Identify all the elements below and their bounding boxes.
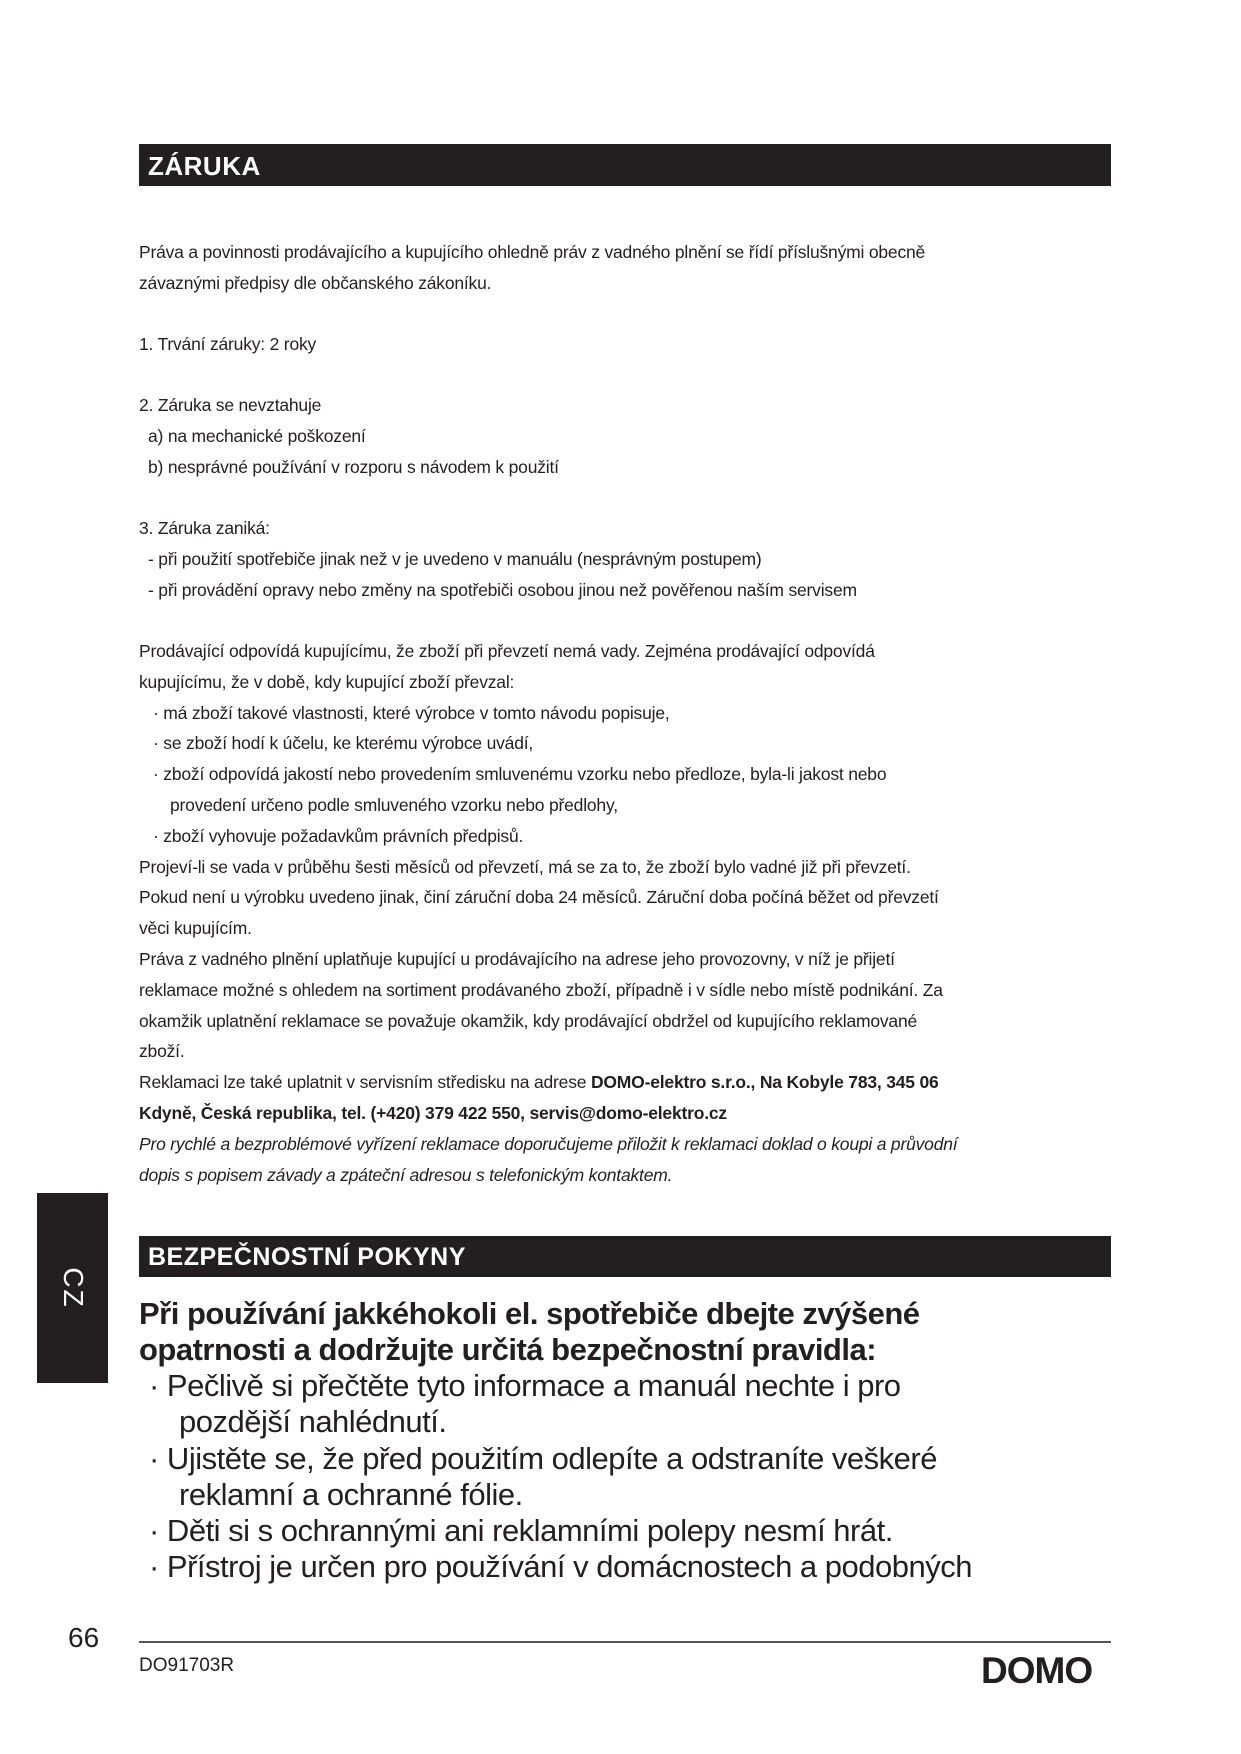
- text-line: b) nesprávné používání v rozporu s návodem k použití: [148, 456, 559, 477]
- bullet-item-continuation: provedení určeno podle smluveného vzorku nebo předlohy,: [170, 794, 618, 815]
- warranty-item-3: [139, 513, 1139, 605]
- text-line: Prodávající odpovídá kupujícímu, že zboží při převzetí nemá vady. Zejména prodávající odpovídá: [139, 641, 875, 661]
- text-line: Pokud není u výrobku uvedeno jinak, činí záruční doba 24 měsíců. Záruční doba počíná běžet od převzetí: [139, 887, 939, 908]
- text-line: Projeví-li se vada v průběhu šesti měsíců od převzetí, má se za to, že zboží bylo vadné již při převzetí.: [139, 856, 911, 877]
- service-address-line: [139, 1067, 1139, 1098]
- text-line: Práva a povinnosti prodávajícího a kupujícího ohledně práv z vadného plnění se řídí příslušnými obecně: [139, 242, 926, 262]
- text-line: 1. Trvání záruky: 2 roky: [139, 334, 317, 354]
- safety-title: BEZPEČNOSTNÍ POKYNY: [148, 1243, 466, 1271]
- service-address: DOMO-elektro s.r.o., Na Kobyle 783, 345 06: [590, 1072, 939, 1093]
- safety-bullet: · Přístroj je určen pro používání v domácnostech a podobných: [149, 1549, 972, 1585]
- text-line: Práva z vadného plnění uplatňuje kupující u prodávajícího na adrese jeho provozovny, v níž je přijetí: [139, 948, 895, 969]
- warranty-item-1: [139, 329, 1139, 360]
- section-header-safety: [139, 1236, 1111, 1277]
- bullet-item: · zboží vyhovuje požadavkům právních předpisů.: [153, 825, 524, 846]
- text-line: věci kupujícím.: [139, 918, 252, 939]
- text-line: - při použití spotřebiče jinak než v je uvedeno v manuálu (nesprávným postupem): [148, 548, 762, 569]
- safety-bullet-continuation: pozdější nahlédnutí.: [179, 1404, 447, 1440]
- bullet-item: · má zboží takové vlastnosti, které výrobce v tomto návodu popisuje,: [153, 702, 670, 723]
- text-line: - při provádění opravy nebo změny na spotřebiči osobou jinou než pověřenou naším servisem: [148, 579, 857, 600]
- domo-logo: DOMO: [981, 1650, 1093, 1691]
- safety-heading-line: opatrnosti a dodržujte určitá bezpečnostní pravidla:: [139, 1332, 877, 1367]
- language-label: CZ: [57, 1267, 89, 1309]
- text-line: reklamace možné s ohledem na sortiment prodávaného zboží, případně i v sídle nebo místě podnikání. Za: [139, 979, 943, 1000]
- text-line: zboží.: [139, 1041, 185, 1062]
- text-line: a) na mechanické poškození: [148, 425, 366, 446]
- seller-liability: [139, 636, 1139, 1190]
- safety-bullet-continuation: reklamní a ochranné fólie.: [179, 1476, 523, 1512]
- bullet-item: · zboží odpovídá jakostí nebo provedením smluvenému vzorku nebo předloze, byla-li jakost nebo: [153, 764, 887, 785]
- safety-content: [139, 1296, 972, 1586]
- text-line: kupujícímu, že v době, kdy kupující zboží převzal:: [139, 671, 515, 692]
- warranty-item-2: [139, 390, 1139, 482]
- bullet-item: · se zboží hodí k účelu, ke kterému výrobce uvádí,: [153, 733, 534, 754]
- warranty-intro: [139, 237, 1139, 299]
- warranty-title: ZÁRUKA: [148, 151, 261, 181]
- model-number: DO91703R: [139, 1655, 235, 1676]
- text-line: závaznými předpisy dle občanského zákoníku.: [139, 272, 492, 293]
- language-side-tab: [37, 1193, 108, 1383]
- page-number: 66: [68, 1622, 100, 1653]
- text-line: 3. Záruka zaniká:: [139, 518, 270, 538]
- section-header-warranty: [139, 144, 1111, 186]
- safety-bullet: · Ujistěte se, že před použitím odlepíte a odstraníte veškeré: [149, 1440, 937, 1476]
- footer-divider: [139, 1641, 1111, 1643]
- service-prefix: Reklamaci lze také uplatnit v servisním středisku na adrese: [139, 1072, 591, 1093]
- text-line: 2. Záruka se nevztahuje: [139, 395, 322, 415]
- recommendation-line: Pro rychlé a bezproblémové vyřízení reklamace doporučujeme přiložit k reklamaci doklad o koupi a průvodní: [139, 1133, 958, 1154]
- service-contact: Kdyně, Česká republika, tel. (+420) 379 422 550, servis@domo-elektro.cz: [139, 1102, 727, 1123]
- safety-bullet: · Pečlivě si přečtěte tyto informace a manuál nechte i pro: [149, 1368, 901, 1403]
- safety-bullet: · Děti si s ochrannými ani reklamními polepy nesmí hrát.: [149, 1513, 893, 1549]
- recommendation-line: dopis s popisem závady a zpáteční adresou s telefonickým kontaktem.: [139, 1164, 673, 1185]
- safety-heading-line: Při používání jakkéhokoli el. spotřebiče dbejte zvýšené: [139, 1296, 920, 1331]
- text-line: okamžik uplatnění reklamace se považuje okamžik, kdy prodávající obdržel od kupujícího reklamované: [139, 1010, 918, 1031]
